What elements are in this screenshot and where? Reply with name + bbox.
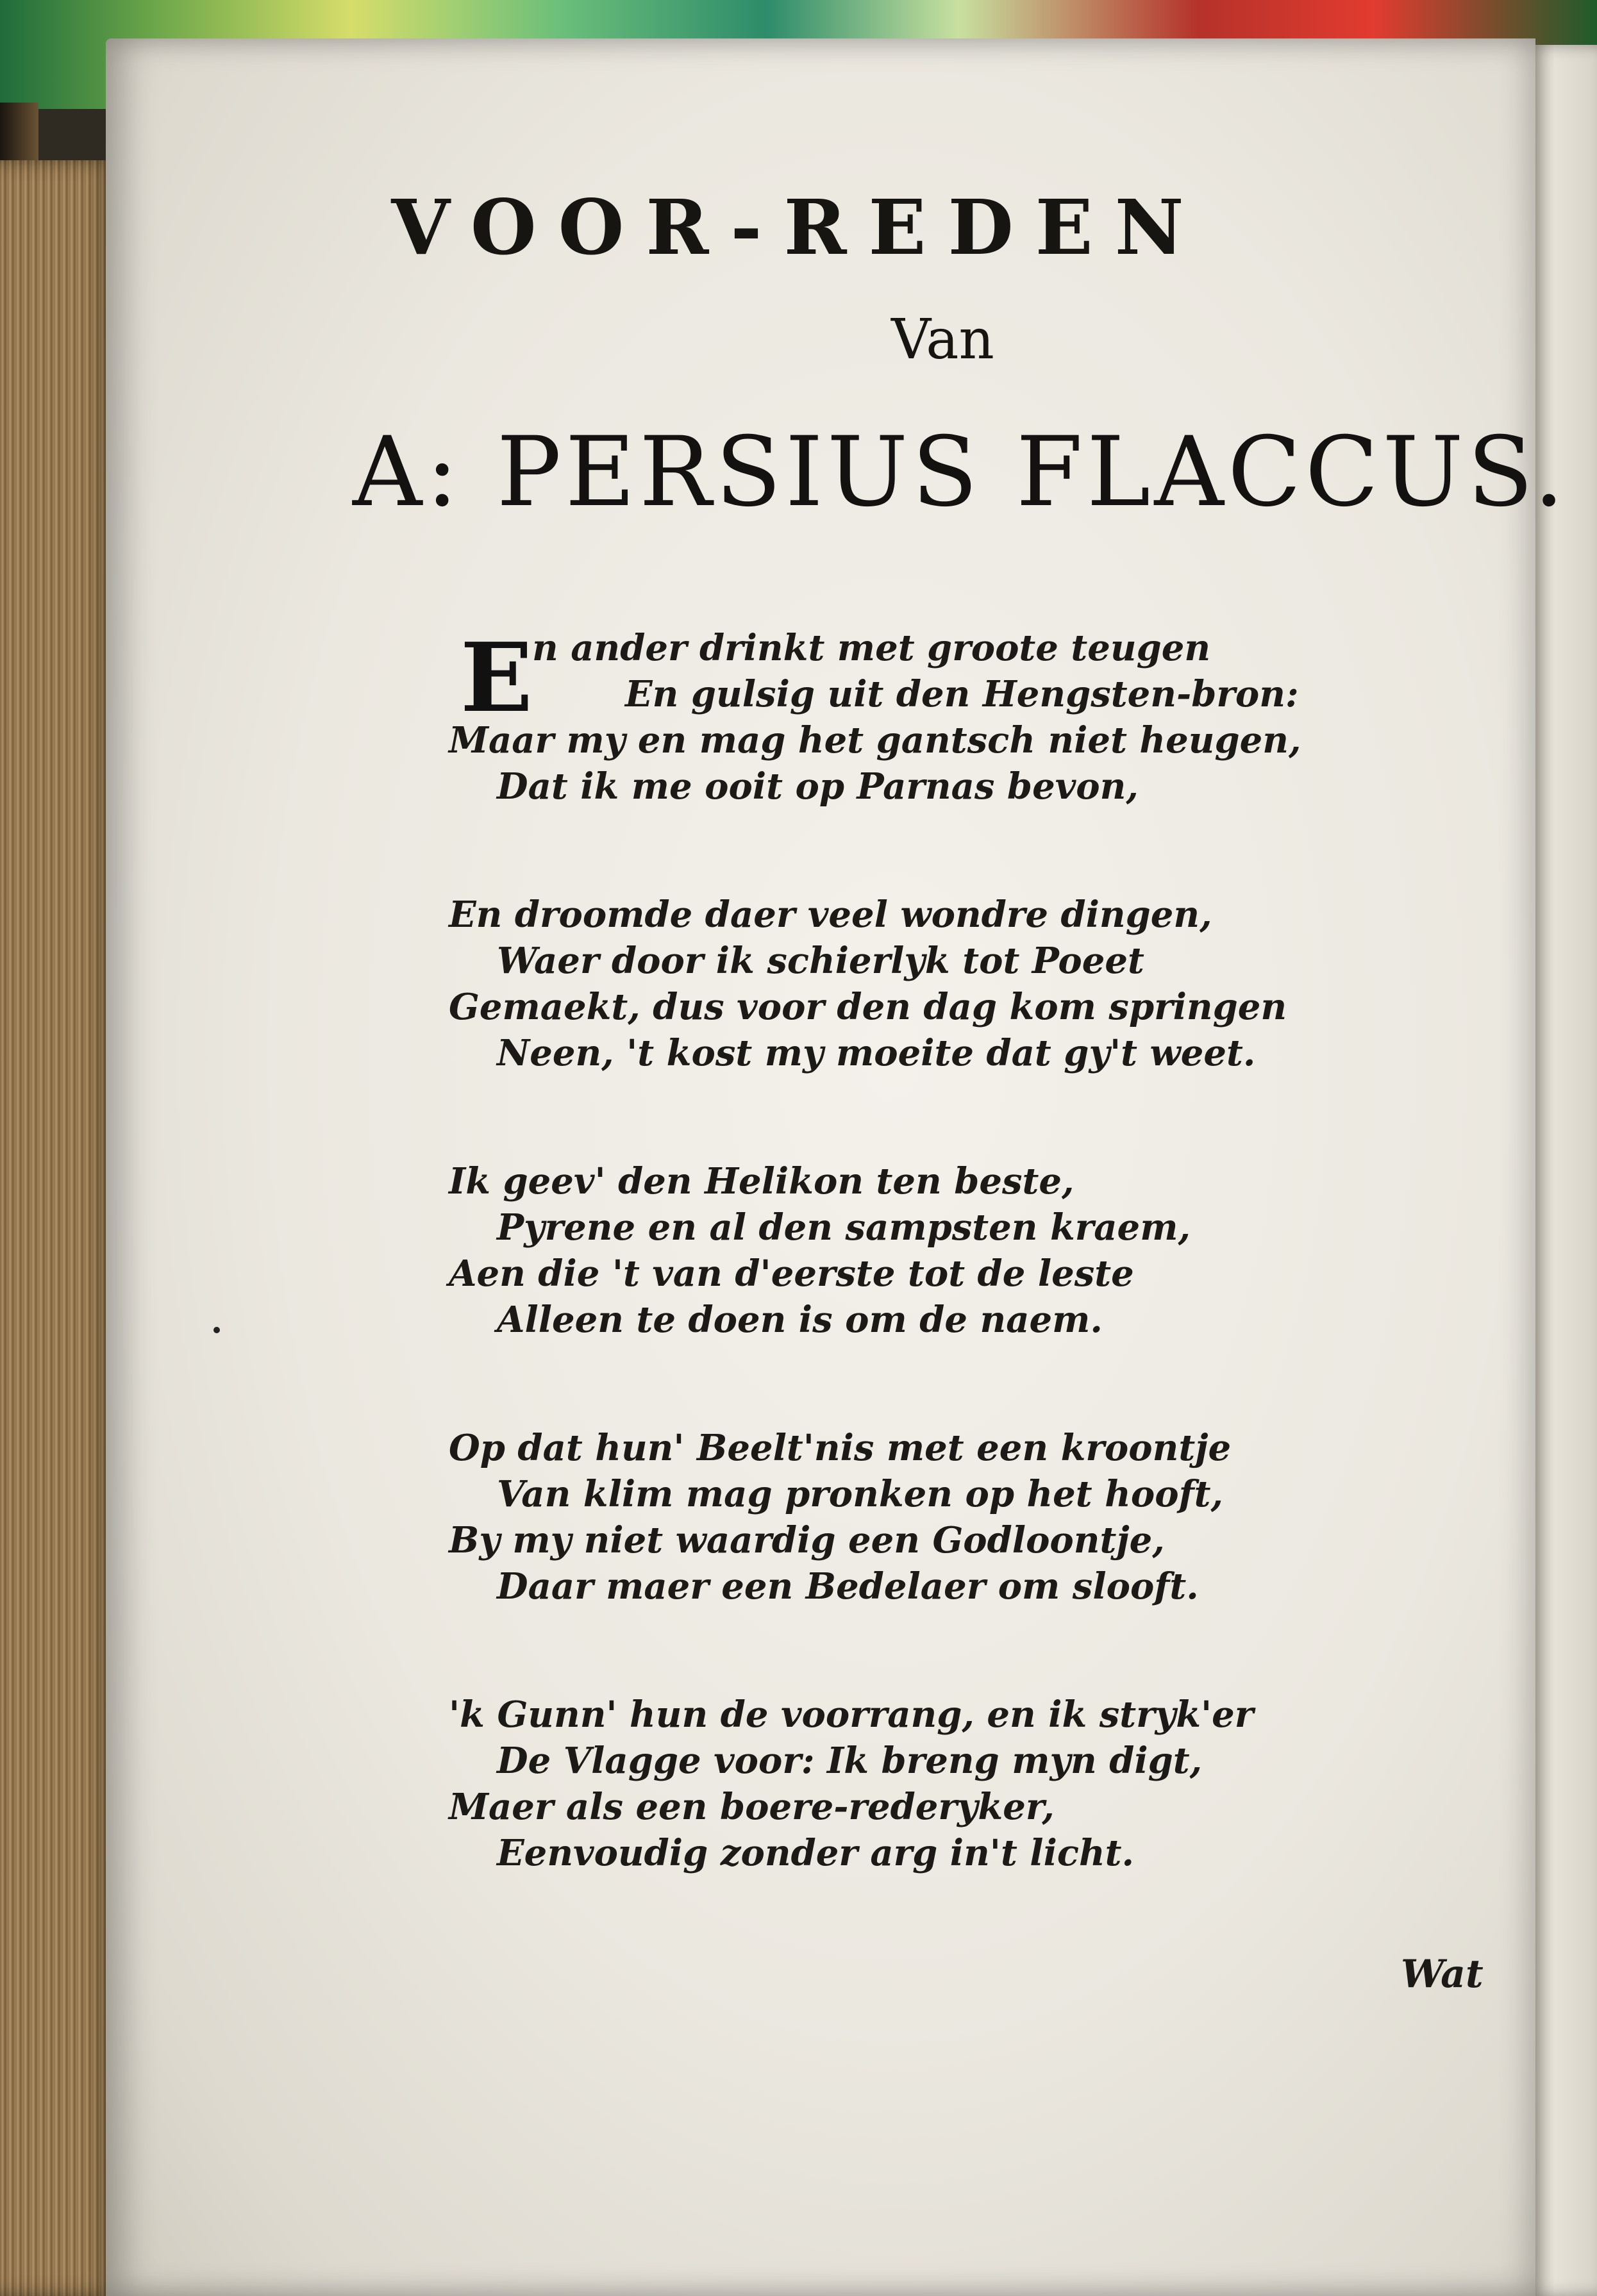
stanza xyxy=(449,892,1410,1076)
poem-line: Ik geev' den Helikon ten beste, xyxy=(449,1160,1074,1202)
poem-line: n ander drinkt met groote teugen xyxy=(532,627,1211,669)
page-title: VOOR-REDEN xyxy=(391,183,1206,272)
poem-line: Dat ik me ooit op Parnas bevon, xyxy=(497,765,1139,808)
poem-line: De Vlagge voor: Ik breng myn digt, xyxy=(497,1740,1203,1782)
poem-line: Op dat hun' Beelt'nis met een kroontje xyxy=(449,1427,1232,1469)
stanza xyxy=(449,622,1410,810)
poem-line: Daar maer een Bedelaer om slooft. xyxy=(497,1565,1199,1608)
poem xyxy=(449,622,1410,1958)
poem-line: By my niet waardig een Godloontje, xyxy=(449,1519,1165,1561)
drop-cap: E xyxy=(460,622,533,733)
poem-line: Gemaekt, dus voor den dag kom springen xyxy=(449,986,1287,1028)
poem-line: Maer als een boere-rederyker, xyxy=(449,1786,1055,1828)
poem-line: Neen, 't kost my moeite dat gy't weet. xyxy=(497,1032,1256,1074)
poem-line: Van klim mag pronken op het hooft, xyxy=(497,1473,1224,1515)
stanza xyxy=(449,1158,1410,1343)
ink-speck xyxy=(213,1327,220,1333)
poem-line: En droomde daer veel wondre dingen, xyxy=(449,894,1212,936)
poem-line: Pyrene en al den sampsten kraem, xyxy=(497,1206,1191,1249)
poem-line: Alleen te doen is om de naem. xyxy=(497,1299,1103,1341)
catchword: Wat xyxy=(1401,1952,1484,1997)
stanza xyxy=(449,1692,1410,1876)
poem-line: Waer door ik schierlyk tot Poeet xyxy=(497,940,1144,982)
title-van: Van xyxy=(891,308,994,372)
page-edges xyxy=(0,160,115,2296)
author-name: A: PERSIUS FLACCUS. xyxy=(353,417,1568,528)
poem-line: Eenvoudig zonder arg in't licht. xyxy=(497,1832,1135,1874)
poem-line: 'k Gunn' hun de voorrang, en ik stryk'er xyxy=(449,1693,1254,1736)
poem-line: En gulsig uit den Hengsten-bron: xyxy=(625,673,1299,715)
facing-page-edge xyxy=(1526,45,1597,2296)
stanza xyxy=(449,1425,1410,1610)
poem-line: Maar my en mag het gantsch niet heugen, xyxy=(449,719,1301,761)
poem-line: Aen die 't van d'eerste tot de leste xyxy=(449,1252,1134,1295)
